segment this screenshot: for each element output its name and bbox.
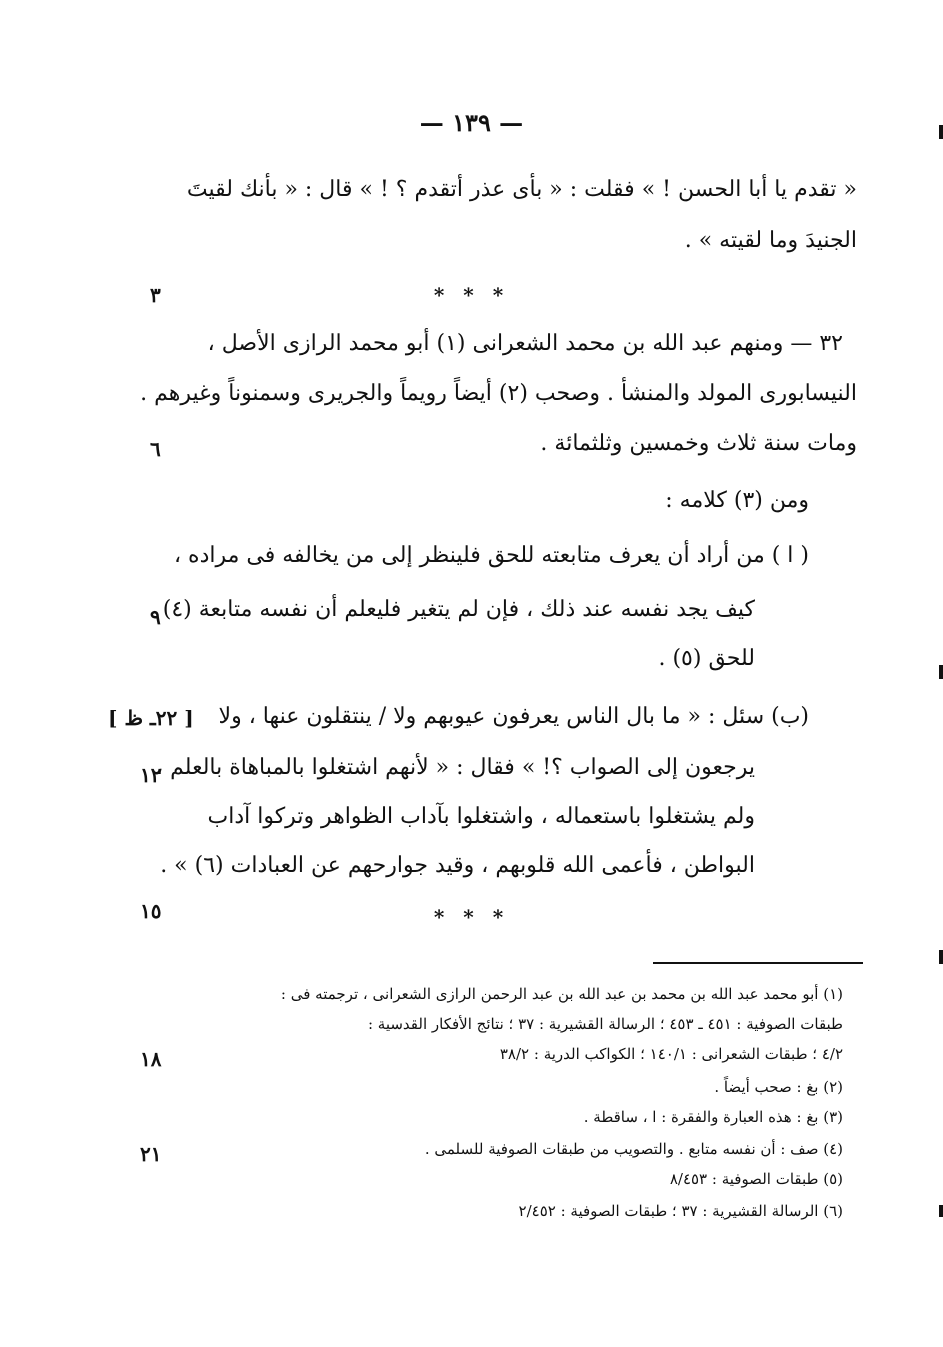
text-line-2: الجنيدَ وما لقيته » . — [684, 228, 857, 253]
text-line-9: للحق (٥) . — [658, 646, 755, 671]
footnote-1-line-2: طبقات الصوفية : ٤٥١ ـ ٤٥٣ ؛ الرسالة القشيرية : ٣٧ ؛ نتائج الأفكار القدسية : — [367, 1015, 843, 1033]
line-number-21: ٢١ — [140, 1142, 162, 1166]
line-number-6: ٦ — [150, 437, 161, 461]
text-line-4: النيسابورى المولد والمنشأ . وصحب (٢) أيضاً رويماً والجريرى وسمنوناً وغيرهم . — [140, 381, 857, 406]
text-line-10: (ب) سئل : « ما بال الناس يعرفون عيوبهم ولا / ينتقلون عنها ، ولا — [218, 704, 809, 729]
text-line-6: ومن (٣) كلامه : — [665, 488, 809, 513]
scan-edge-mark — [939, 665, 943, 679]
text-line-1: « تقدم يا أبا الحسن ! » فقلت : « بأى عذر أتقدم ؟ ! » قال : « بأنك لقيتَ — [186, 177, 857, 202]
footnote-5: (٥) طبقات الصوفية : ٨/٤٥٣ — [669, 1170, 843, 1188]
text-line-3: ٣٢ — ومنهم عبد الله بن محمد الشعرانى (١) أبو محمد الرازى الأصل ، — [207, 331, 843, 356]
scan-edge-mark — [939, 1205, 943, 1217]
scan-edge-mark — [939, 125, 943, 139]
footnote-6: (٦) الرسالة القشيرية : ٣٧ ؛ طبقات الصوفية : ٢/٤٥٢ — [518, 1202, 843, 1220]
footnote-rule — [653, 962, 863, 964]
line-number-18: ١٨ — [140, 1047, 162, 1071]
page-number: — ١٣٩ — — [419, 108, 524, 137]
footnote-1-line-3: ٤/٢ ؛ طبقات الشعرانى : ١٤٠/١ ؛ الكواكب الدرية : ٣٨/٢ — [499, 1045, 843, 1063]
section-separator-2: * * * — [433, 905, 510, 929]
text-line-13: البواطن ، فأعمى الله قلوبهم ، وقيد جوارحهم عن العبادات (٦) » . — [160, 853, 755, 878]
text-line-11: يرجعون إلى الصواب ؟! » فقال : « لأنهم اشتغلوا بالمباهاة بالعلم ، — [156, 755, 755, 780]
footnote-3: (٣) بغ : هذه العبارة والفقرة : ا ، ساقطة . — [583, 1108, 843, 1126]
line-number-12: ١٢ — [140, 763, 162, 787]
text-line-12: ولم يشتغلوا باستعماله ، واشتغلوا بآداب الظواهر وتركوا آداب — [207, 804, 755, 829]
section-separator-1: * * * — [433, 283, 510, 307]
footnote-4: (٤) صف : أن نفسه متابع . والتصويب من طبقات الصوفية للسلمى . — [424, 1140, 843, 1158]
margin-reference: [ ٢٢ـ ظ ] — [108, 706, 194, 730]
line-number-15: ١٥ — [140, 899, 162, 923]
line-number-9: ٩ — [150, 605, 161, 629]
line-number-3: ٣ — [150, 283, 161, 307]
text-line-8: كيف يجد نفسه عند ذلك ، فإن لم يتغير فليعلم أن نفسه متابعة (٤) — [162, 597, 755, 622]
footnote-2: (٢) بغ : صحب أيضاً . — [714, 1078, 843, 1096]
text-line-5: ومات سنة ثلاث وخمسين وثلثمائة . — [540, 431, 857, 456]
text-line-7: ( ا ) من أراد أن يعرف متابعته للحق فلينظر إلى من يخالفه فى مراده ، — [173, 543, 809, 568]
footnote-1-line-1: (١) أبو محمد عبد الله بن محمد بن عبد الله بن عبد الرحمن الرازى الشعرانى ، ترجمته فى : — [280, 985, 843, 1003]
scan-edge-mark — [939, 950, 943, 964]
